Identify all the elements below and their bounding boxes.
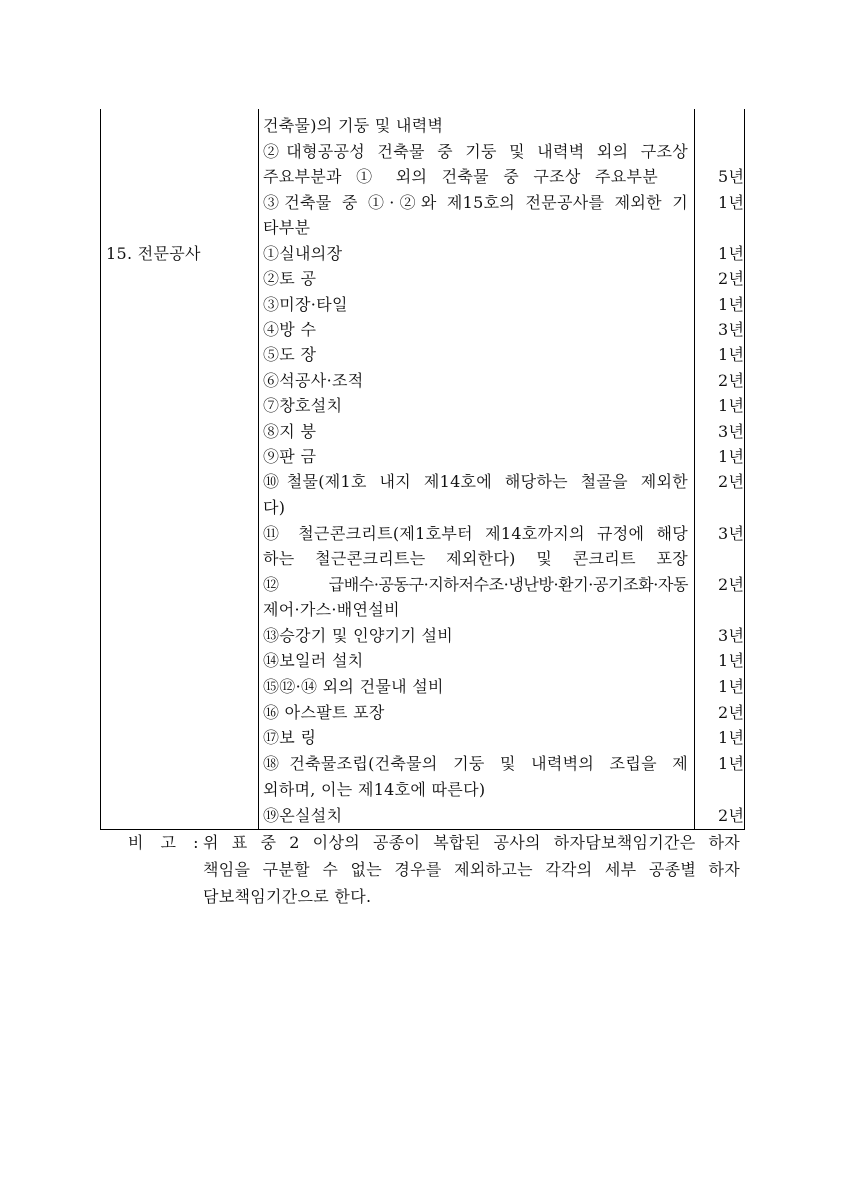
row-desc: ③미장·타일 xyxy=(263,295,348,314)
row-period: 2년 xyxy=(718,371,745,390)
row-period: 1년 xyxy=(718,651,745,670)
row-period: 1년 xyxy=(718,396,745,415)
row-period: 1년 xyxy=(718,345,745,364)
row-period: 2년 xyxy=(718,806,745,825)
row-period: 2년 xyxy=(718,703,745,722)
row-desc: ②토 공 xyxy=(263,269,317,288)
row-desc: ⑥석공사·조적 xyxy=(263,371,364,390)
row-period: 2년 xyxy=(718,269,745,288)
row-desc: ⑭보일러 설치 xyxy=(263,651,364,670)
row-period: 1년 xyxy=(718,677,745,696)
note-line: 담보책임기간으로 한다. xyxy=(203,887,372,906)
row-desc: ⑬승강기 및 인양기기 설비 xyxy=(263,626,454,645)
table-left-border xyxy=(100,109,101,829)
row-period: 1년 xyxy=(718,728,745,747)
table-column-divider-2 xyxy=(694,109,695,829)
row-period: 3년 xyxy=(718,422,745,441)
row-desc: ④방 수 xyxy=(263,320,317,339)
row-desc: ⑱건축물조립(건축물의 기둥 및 내력벽의 조립을 제 xyxy=(263,754,688,773)
row-desc: 외하며, 이는 제14호에 따른다) xyxy=(263,780,486,799)
row-desc: 주요부분과 ① 외의 건축물 중 구조상 주요부분 xyxy=(263,167,658,186)
row-desc: ⑰보 링 xyxy=(263,728,317,747)
row-period: 3년 xyxy=(718,320,745,339)
row-period: 1년 xyxy=(718,754,745,773)
row-desc: ⑧지 붕 xyxy=(263,422,317,441)
row-period: 2년 xyxy=(718,575,745,594)
row-period: 1년 xyxy=(718,295,745,314)
row-desc: ⑮⑫·⑭ 외의 건물내 설비 xyxy=(263,677,444,696)
row-desc: ⑯ 아스팔트 포장 xyxy=(263,703,385,722)
table-bottom-border xyxy=(100,829,745,830)
row-desc: ⑪ 철근콘크리트(제1호부터 제14호까지의 규정에 해당 xyxy=(263,524,688,543)
table-right-border xyxy=(744,109,745,829)
row-period: 2년 xyxy=(718,472,745,491)
row-period: 1년 xyxy=(718,193,745,212)
row-desc: ⑲온실설치 xyxy=(263,806,343,825)
row-desc: 건축물)의 기둥 및 내력벽 xyxy=(263,116,444,135)
row-desc: ⑨판 금 xyxy=(263,447,317,466)
note-line: 위 표 중 2 이상의 공종이 복합된 공사의 하자담보책임기간은 하자 xyxy=(203,833,740,852)
note-line: 책임을 구분할 수 없는 경우를 제외하고는 각각의 세부 공종별 하자 xyxy=(203,860,740,879)
row-desc: ⑩철물(제1호 내지 제14호에 해당하는 철골을 제외한 xyxy=(263,472,688,491)
row-desc: ⑫급배수·공동구·지하저수조·냉난방·환기·공기조화·자동 xyxy=(263,575,688,594)
row-desc: ⑤도 장 xyxy=(263,345,317,364)
row-desc: 타부분 xyxy=(263,218,311,237)
row-desc: ③건축물 중 ①·②와 제15호의 전문공사를 제외한 기 xyxy=(263,193,688,212)
note-label: 비 고 : xyxy=(128,833,205,852)
table-column-divider-1 xyxy=(258,109,259,829)
row-period: 1년 xyxy=(718,447,745,466)
row-desc: 하는 철근콘크리트는 제외한다) 및 콘크리트 포장 xyxy=(263,549,688,568)
row-period: 1년 xyxy=(718,244,745,263)
row-desc: 다) xyxy=(263,498,286,517)
row-desc: ①실내의장 xyxy=(263,244,343,263)
row-desc: ②대형공공성 건축물 중 기둥 및 내력벽 외의 구조상 xyxy=(263,142,688,161)
row-desc: 제어·가스·배연설비 xyxy=(263,600,400,619)
row-period: 5년 xyxy=(718,167,745,186)
category-label: 15. 전문공사 xyxy=(106,244,201,263)
row-period: 3년 xyxy=(718,524,745,543)
row-desc: ⑦창호설치 xyxy=(263,396,343,415)
row-period: 3년 xyxy=(718,626,745,645)
